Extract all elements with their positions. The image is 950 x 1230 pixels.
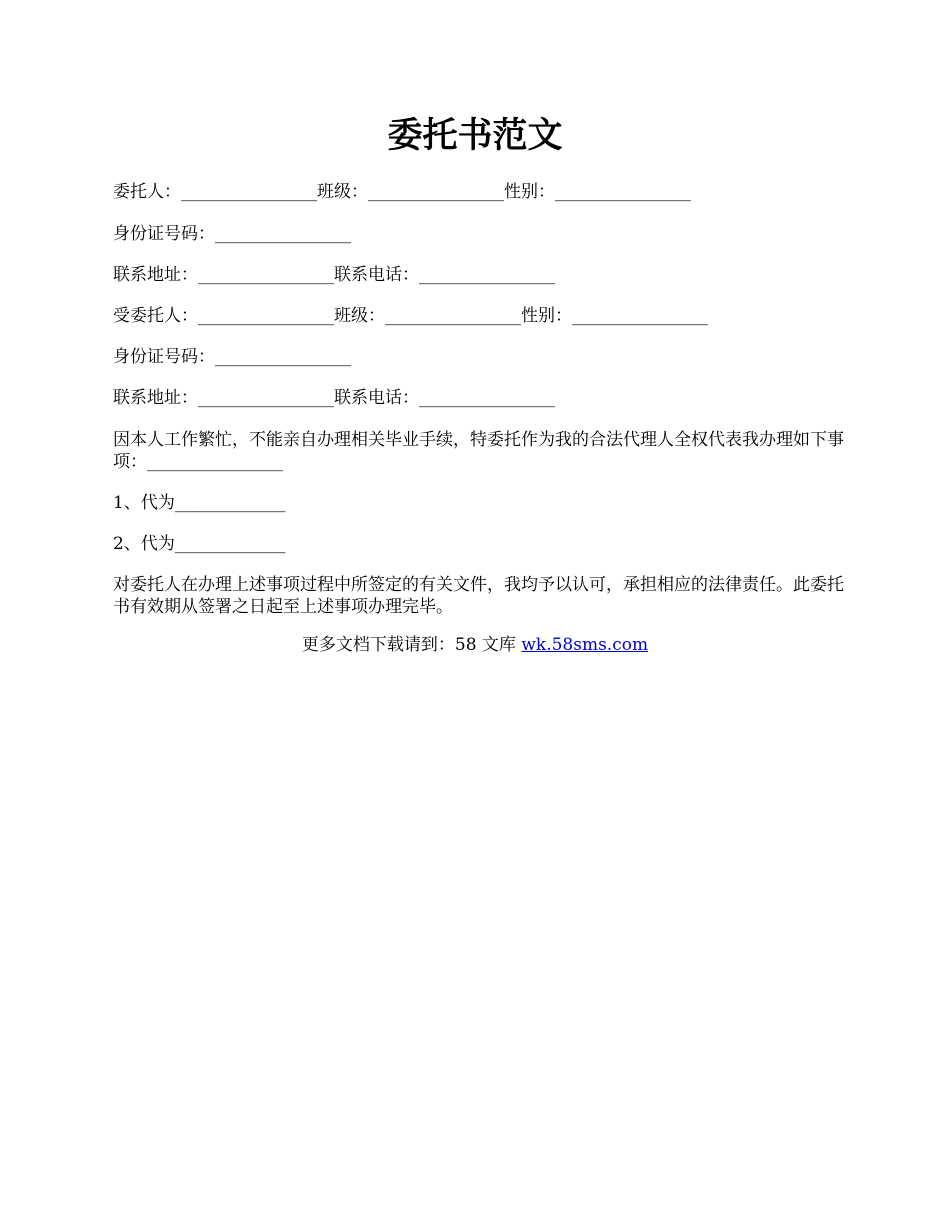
footer-prefix: 更多文档下载请到：58 文库 xyxy=(301,635,522,655)
footer-link[interactable]: wk.58sms.com xyxy=(521,635,649,655)
closing-paragraph: 对委托人在办理上述事项过程中所签定的有关文件，我均予以认可，承担相应的法律责任。此委托书有效期从签署之日起至上述事项办理完毕。 xyxy=(113,575,844,617)
principal-name-field: 委托人：________________ xyxy=(113,182,317,202)
agent-address-field: 联系地址：________________ xyxy=(113,388,334,408)
principal-class-field: 班级：________________ xyxy=(317,182,504,202)
item-2: 2、代为_____________ xyxy=(113,534,286,554)
agent-info-line xyxy=(113,305,708,327)
principal-info-line xyxy=(113,181,691,203)
principal-id-field: 身份证号码：________________ xyxy=(113,224,351,244)
agent-id-field: 身份证号码：________________ xyxy=(113,347,351,367)
principal-gender-field: 性别：________________ xyxy=(504,182,691,202)
agent-contact-line xyxy=(113,387,555,409)
agent-name-field: 受委托人：________________ xyxy=(113,306,334,326)
principal-address-field: 联系地址：________________ xyxy=(113,265,334,285)
agent-class-field: 班级：________________ xyxy=(334,306,521,326)
principal-contact-line xyxy=(113,264,555,286)
principal-phone-field: 联系电话：________________ xyxy=(334,265,555,285)
agent-phone-field: 联系电话：________________ xyxy=(334,388,555,408)
principal-id-line xyxy=(113,223,351,245)
item-1: 1、代为_____________ xyxy=(113,493,286,513)
agent-gender-field: 性别：________________ xyxy=(521,306,708,326)
footer xyxy=(113,634,837,656)
document-title: 委托书范文 xyxy=(387,115,563,156)
agent-id-line xyxy=(113,346,351,368)
body-paragraph: 因本人工作繁忙，不能亲自办理相关毕业手续，特委托作为我的合法代理人全权代表我办理如下事项：________________ xyxy=(113,430,844,472)
